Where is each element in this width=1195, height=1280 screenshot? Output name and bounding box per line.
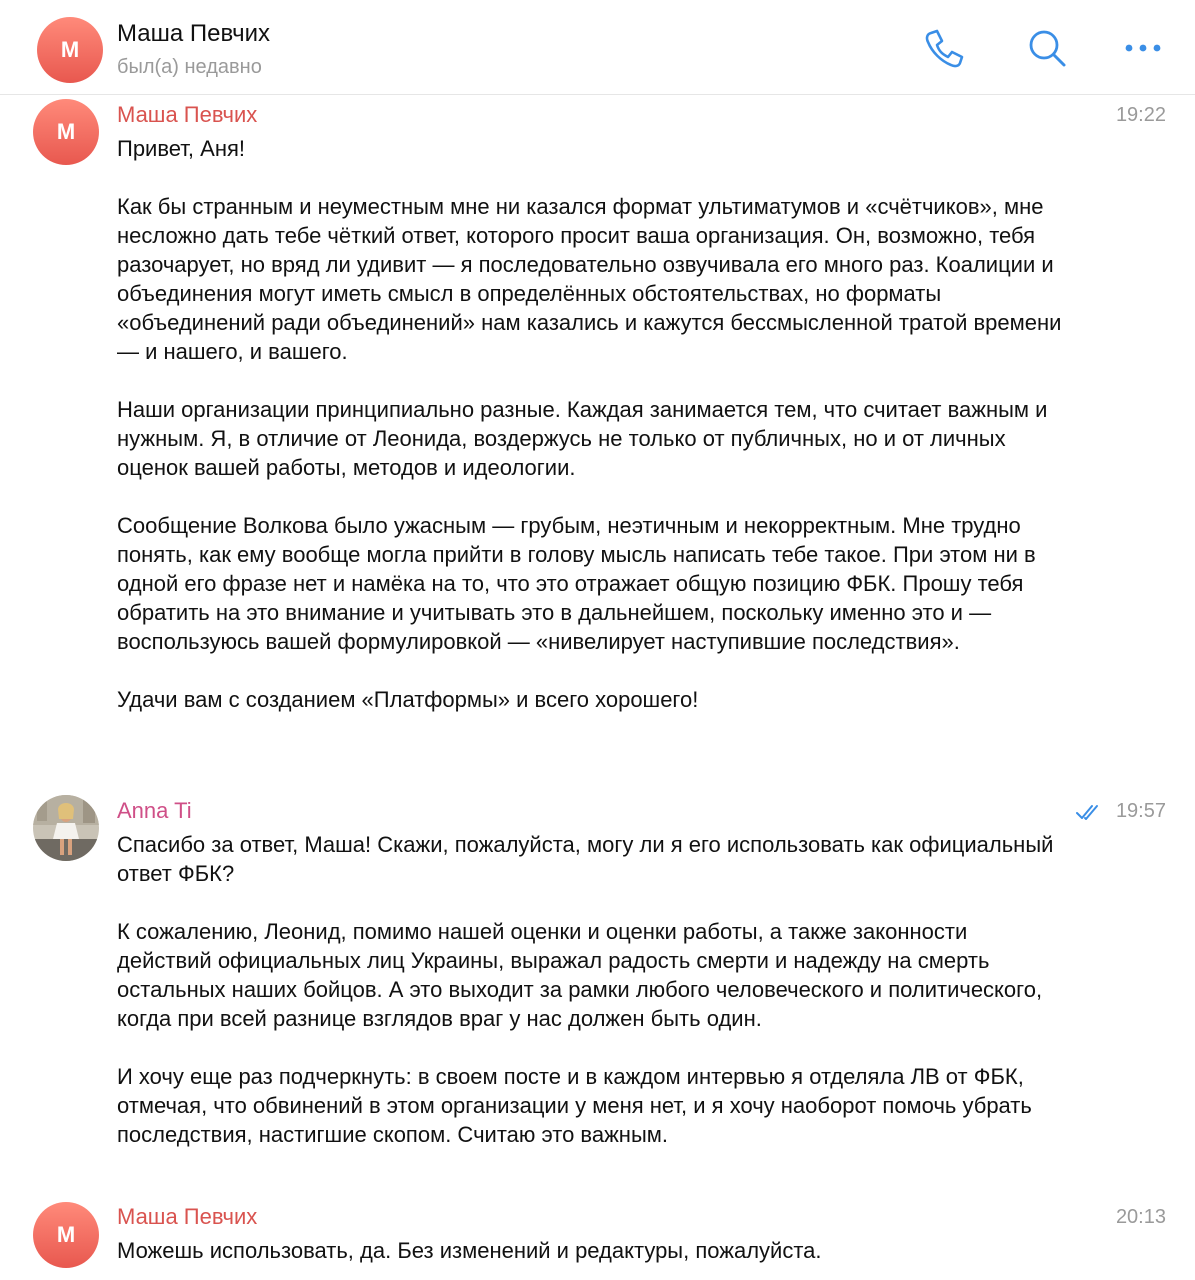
chat-title[interactable]: Маша Певчих <box>117 20 271 47</box>
message-text <box>117 830 1067 1149</box>
search-icon[interactable] <box>1025 26 1069 70</box>
chat-header <box>0 0 1195 95</box>
sender-avatar[interactable] <box>33 1202 99 1268</box>
message-time: 20:13 <box>1115 1206 1166 1228</box>
avatar-photo-image <box>33 795 99 861</box>
message-time: 19:22 <box>1115 104 1166 126</box>
message-text <box>117 134 1067 714</box>
message-sender[interactable]: Anna Ti <box>117 798 192 823</box>
avatar-letter: М <box>56 1222 76 1247</box>
phone-icon[interactable] <box>922 26 966 70</box>
chat-status: был(а) недавно <box>117 56 262 78</box>
message-time: 19:57 <box>1115 800 1166 822</box>
message-paragraph: Сообщение Волкова было ужасным — грубым, неэтичным и некорректным. Мне трудно понять, как ему вообще могла прийти в голову мысль написать тебе такое. При этом ни в одной его фразе нет и намёка на то, что это отражает общую позицию ФБК. Прошу тебя обратить на это внимание и учитывать это в дальнейшем, поскольку именно это и — воспользуюсь вашей формулировкой — «нивелирует наступившие последствия». <box>117 513 1036 654</box>
message-text <box>117 1236 1067 1265</box>
avatar-letter: М <box>60 37 80 62</box>
message-paragraph: И хочу еще раз подчеркнуть: в своем посте и в каждом интервью я отделяла ЛВ от ФБК, отмечая, что обвинений в этом организации у меня нет, и я хочу наоборот помочь убрать последствия, настигшие скопом. Считаю это важным. <box>117 1064 1032 1147</box>
chat-avatar[interactable] <box>37 17 103 83</box>
message-paragraph: К сожалению, Леонид, помимо нашей оценки и оценки работы, а также законности действий официальных лиц Украины, выражал радость смерти и надежду на смерть остальных наших бойцов. А это выходит за рамки любого человеческого и политического, когда при всей разнице взглядов враг у нас должен быть один. <box>117 919 1043 1031</box>
message-sender[interactable]: Маша Певчих <box>117 1204 258 1229</box>
message-paragraph: Спасибо за ответ, Маша! Скажи, пожалуйста, могу ли я его использовать как официальный ответ ФБК? <box>117 832 1054 886</box>
double-check-icon <box>1076 803 1104 821</box>
sender-avatar[interactable] <box>33 99 99 165</box>
message-paragraph: Удачи вам с созданием «Платформы» и всего хорошего! <box>117 687 699 712</box>
message-paragraph: Наши организации принципиально разные. Каждая занимается тем, что считает важным и нужным. Я, в отличие от Леонида, воздержусь не только от публичных, но и от личных оценок вашей работы, методов и идеологии. <box>117 397 1048 480</box>
sender-avatar-photo[interactable] <box>33 795 99 861</box>
avatar-letter: М <box>56 119 76 144</box>
message-paragraph: Привет, Аня! <box>117 136 245 161</box>
message-sender[interactable]: Маша Певчих <box>117 102 258 127</box>
more-icon[interactable] <box>1121 26 1165 70</box>
message-paragraph: Как бы странным и неуместным мне ни казался формат ультиматумов и «счётчиков», мне несложно дать тебе чёткий ответ, которого просит ваша организация. Он, возможно, тебя разочарует, но вряд ли удивит — я последовательно озвучивала его много раз. Коалиции и объединения могут иметь смысл в определённых обстоятельствах, но форматы «объединений ради объединений» нам казались и кажутся бессмысленной тратой времени — и нашего, и вашего. <box>117 194 1062 364</box>
message-paragraph: Можешь использовать, да. Без изменений и редактуры, пожалуйста. <box>117 1238 822 1263</box>
